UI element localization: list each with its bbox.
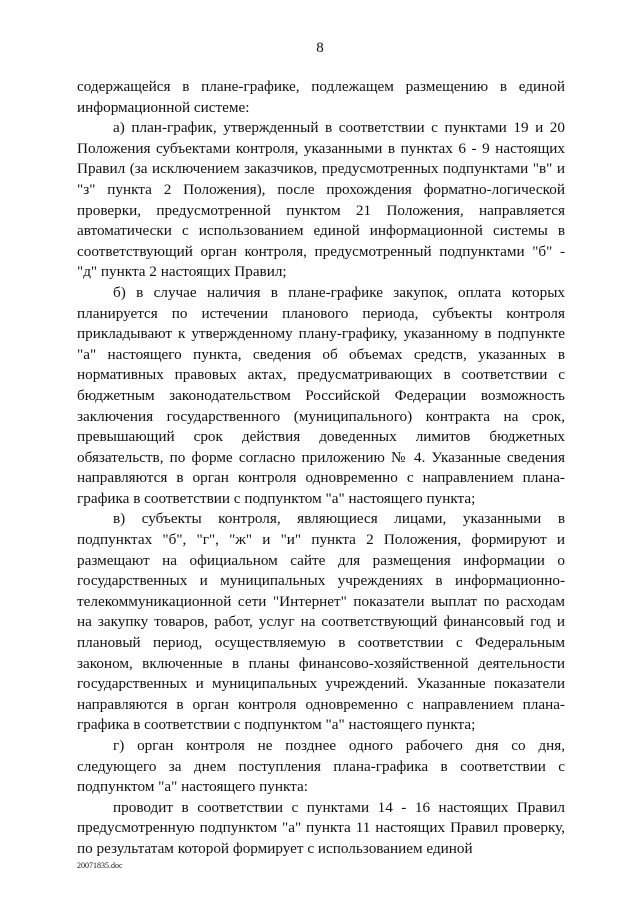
document-body [77, 77, 565, 860]
page-number: 8 [316, 40, 324, 56]
paragraph-item-v: в) субъекты контроля, являющиеся лицами, указанными в подпунктах "б", "г", "ж" и "и" пункта 2 Положения, формируют и размещают на официальном сайте для размещения информации о государственных и муниципальных учреждениях в информационно-телекоммуникационной сети "Интернет" показатели выплат по расходам на закупку товаров, работ, услуг на соответствующий финансовый год и плановый период, осуществляемую в соответствии с Федеральным законом, включенные в планы финансово-хозяйственной деятельности государственных и муниципальных учреждений. Указанные показатели направляются в орган контроля одновременно с направлением плана-графика в соответствии с подпунктом "а" настоящего пункта; [77, 510, 565, 734]
paragraph-continuation: содержащейся в плане-графике, подлежащем размещению в единой информационной системе: [77, 78, 565, 116]
paragraph-check: проводит в соответствии с пунктами 14 - 16 настоящих Правил предусмотренную подпунктом "а" пункта 11 настоящих Правил проверку, по результатам которой формирует с использованием единой [77, 798, 565, 857]
footer-filename: 20071835.doc [77, 861, 123, 870]
paragraph-item-g: г) орган контроля не позднее одного рабочего дня со дня, следующего за днем поступления плана-графика в соответствии с подпунктом "а" настоящего пункта: [77, 737, 565, 796]
paragraph-item-b: б) в случае наличия в плане-графике закупок, оплата которых планируется по истечении планового периода, субъекты контроля прикладывают к утвержденному плану-графику, указанному в подпункте "а" настоящего пункта, сведения об объемах средств, указанных в нормативных правовых актах, предусматривающих в соответствии с бюджетным законодательством Российской Федерации возможность заключения государственного (муниципального) контракта на срок, превышающий срок действия доведенных лимитов бюджетных обязательств, по форме согласно приложению № 4. Указанные сведения направляются в орган контроля одновременно с направлением плана-графика в соответствии с подпунктом "а" настоящего пункта; [77, 283, 565, 507]
paragraph-item-a: а) план-график, утвержденный в соответствии с пунктами 19 и 20 Положения субъектами контроля, указанными в пунктах 6 - 9 настоящих Правил (за исключением заказчиков, предусмотренных подпунктами "в" и "з" пункта 2 Положения), после прохождения форматно-логической проверки, предусмотренной пунктом 21 Положения, направляется автоматически с использованием единой информационной системы в соответствующий орган контроля, предусмотренный подпунктами "б" - "д" пункта 2 настоящих Правил; [77, 119, 565, 281]
